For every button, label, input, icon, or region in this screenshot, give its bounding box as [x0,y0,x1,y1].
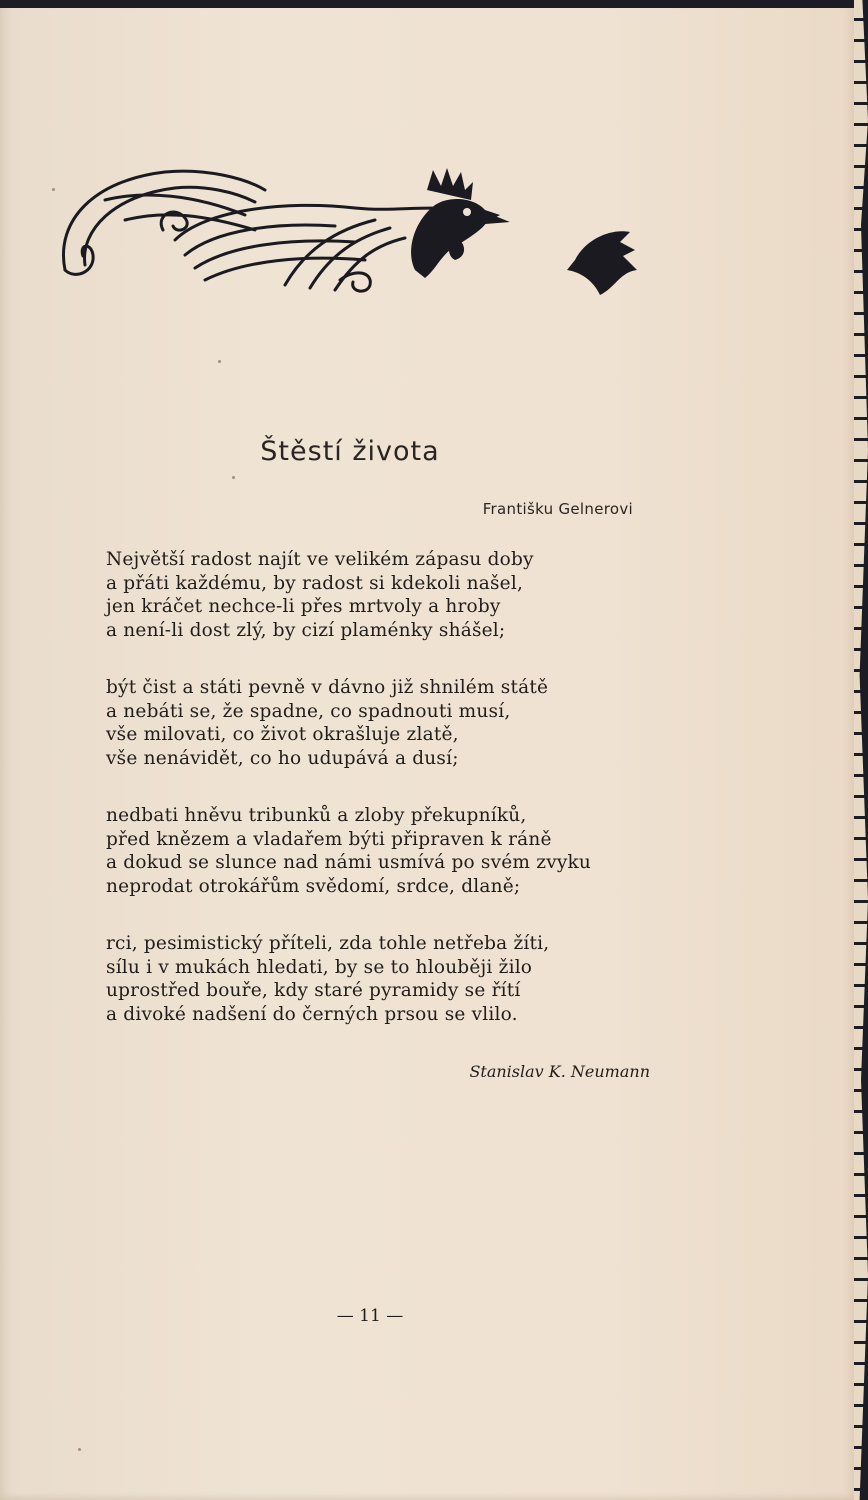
poem-line: a přáti každému, by radost si kdekoli našel, [106,572,524,594]
stanza [106,932,666,1026]
rooster-comb [427,168,473,200]
author-signature: Stanislav K. Neumann [469,1062,650,1081]
rooster-illustration [55,160,655,310]
rooster-eye [463,208,471,216]
paper-speck [232,476,235,479]
scan-border [0,0,868,8]
poem-line: uprostřed bouře, kdy staré pyramidy se řítí [106,980,521,1001]
page-edge [854,0,868,1500]
rooster-beak [485,212,510,224]
poem-dedication: Františku Gelnerovi [482,500,633,518]
page-number: — 11 — [336,1306,404,1326]
poem-line: jen kráčet nechce-li přes mrtvoly a hroby [106,596,501,617]
stanza [106,548,666,642]
paper-speck [218,360,221,363]
stanza [106,676,666,770]
poem-body [106,548,666,1060]
poem-line: a není-li dost zlý, by cizí plaménky shášel; [106,619,506,641]
poem-line: vše nenávidět, co ho udupává a dusí; [106,747,459,769]
wing-2 [195,241,355,268]
paper-speck [52,188,55,191]
foot-curl [340,273,370,291]
feather-sweep-1 [285,220,375,285]
poem-line: Největší radost najít ve velikém zápasu doby [106,549,534,570]
poem-line: a nebáti se, že spadne, co spadnouti musí, [106,700,511,722]
stanza [106,804,666,898]
poem-line: rci, pesimistický příteli, zda tohle netřeba žíti, [106,933,550,954]
wing-3 [205,258,365,280]
poem-line: sílu i v mukách hledati, by se to hlouběji žilo [106,956,533,978]
poem-line: být čist a státi pevně v dávno již shnilém státě [106,677,549,698]
poem-title: Štěstí života [260,436,440,467]
poem-line: před knězem a vladařem býti připraven k ráně [106,828,552,850]
body-outline [175,205,455,240]
poem-line: neprodat otrokářům svědomí, srdce, dlaně; [106,875,521,897]
poem-line: nedbati hněvu tribunků a zloby překupníků, [106,805,527,826]
paper-speck [78,1448,81,1451]
ornament-mark [567,231,637,295]
poem-line: vše milovati, co život okrašluje zlatě, [106,724,459,745]
tail-curl [65,246,93,274]
poem-line: a divoké nadšení do černých prsou se vlilo. [106,1003,518,1025]
poem-line: a dokud se slunce nad námi usmívá po svém zvyku [106,852,592,873]
